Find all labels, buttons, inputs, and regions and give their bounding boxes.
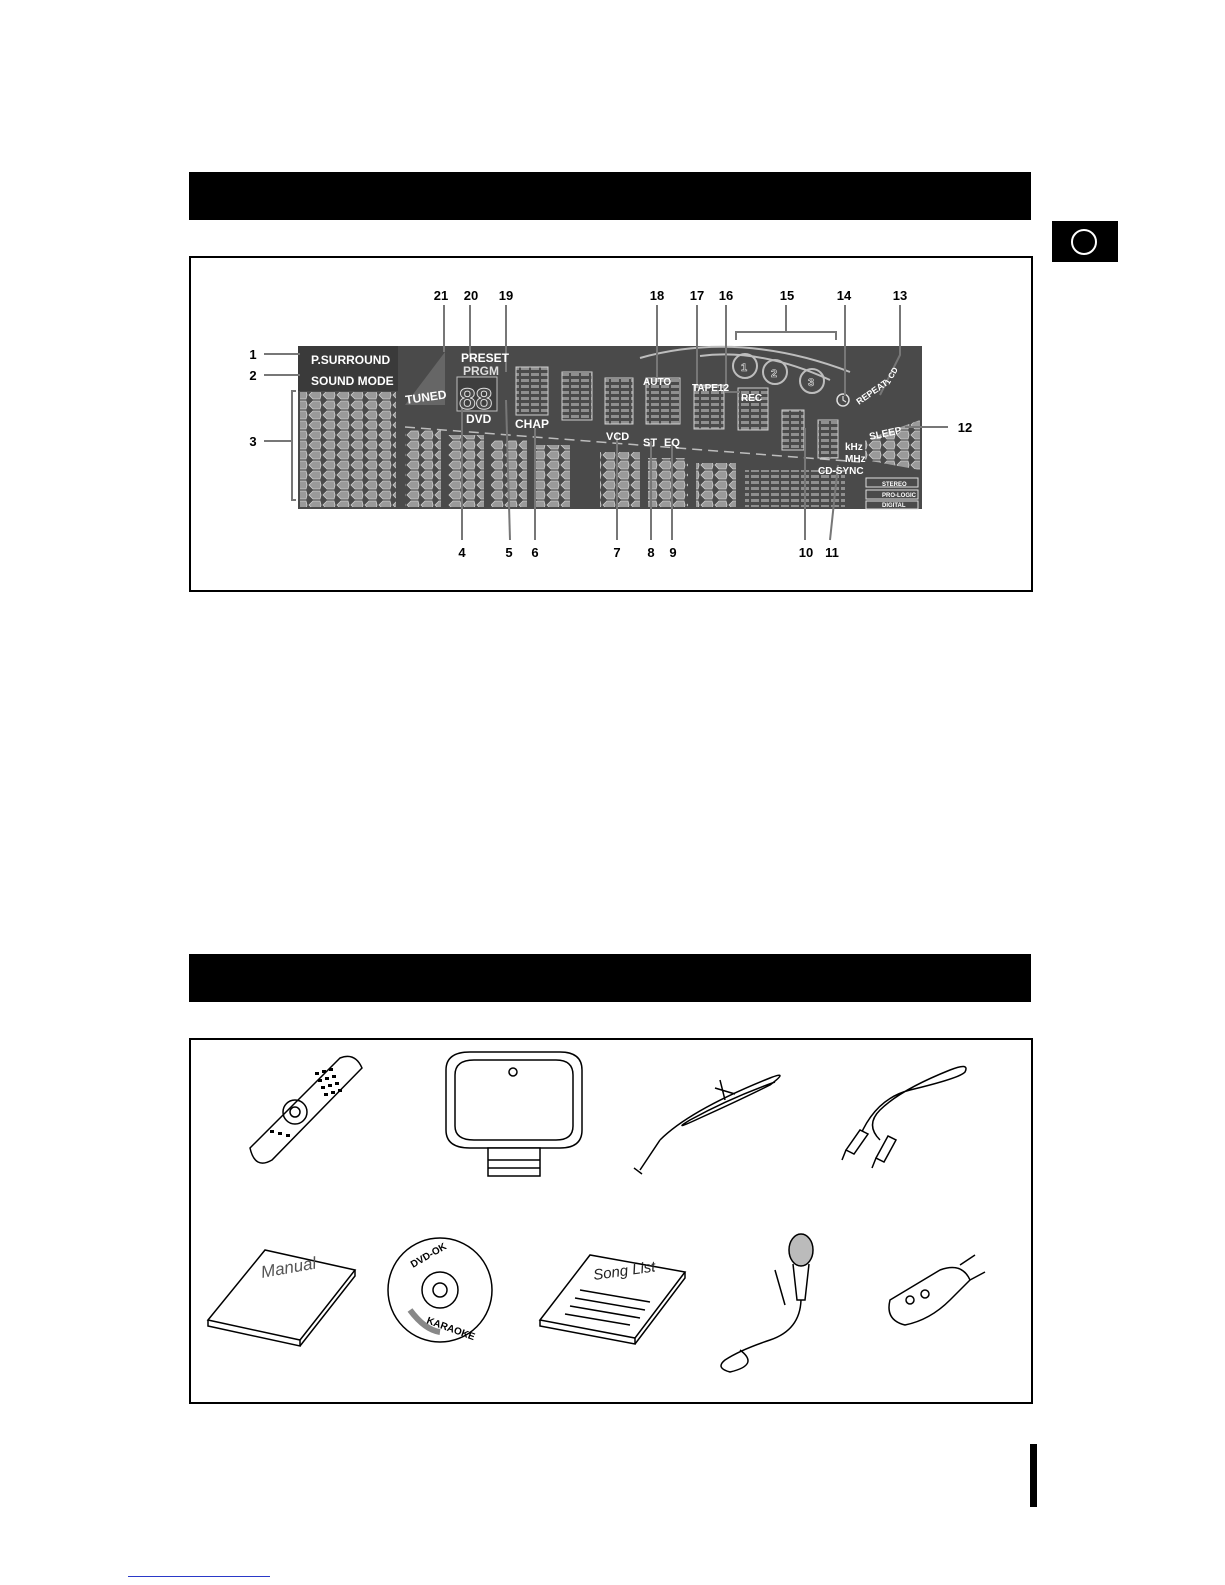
remote-control-icon: [250, 1056, 362, 1163]
rec-label: REC: [741, 393, 763, 404]
song-list-cover-text: Song List: [592, 1258, 657, 1284]
callout-number: 16: [718, 288, 734, 303]
microphone-icon: [721, 1234, 813, 1372]
digital-label: DIGITAL: [882, 503, 906, 509]
one-cd-label: 1 CD: [882, 365, 900, 386]
callout-number: 4: [458, 545, 466, 560]
callout-number: 11: [825, 545, 839, 560]
callout-number: 9: [669, 545, 677, 560]
disc-bottom-text: KARAOKE: [424, 1315, 477, 1344]
chap-label: CHAP: [515, 417, 550, 431]
page-thumb-mark: [1030, 1444, 1037, 1507]
p-surround-label: P.SURROUND: [311, 353, 391, 367]
callout-number: 3: [249, 434, 257, 449]
am-loop-antenna-icon: [446, 1052, 582, 1176]
preset-label: PRESET: [461, 351, 510, 365]
repeat-label: REPEAT: [854, 377, 890, 407]
mhz-label: MHz: [845, 454, 866, 465]
callout-number: 17: [689, 288, 705, 303]
pro-logic-label: PRO-LOGIC: [882, 493, 916, 499]
footer-rule: [128, 1576, 270, 1577]
khz-label: kHz: [845, 442, 863, 453]
callout-number: 20: [463, 288, 479, 303]
callout-number: 5: [505, 545, 513, 560]
prgm-label: PRGM: [463, 364, 499, 378]
callout-number: 14: [836, 288, 852, 303]
callout-number: 15: [779, 288, 795, 303]
av-cable-icon: [842, 1066, 966, 1168]
callout-number: 18: [649, 288, 665, 303]
disc-number: 1: [741, 362, 748, 374]
callout-number: 13: [892, 288, 908, 303]
vcd-label: VCD: [606, 431, 630, 443]
stereo-label: STEREO: [882, 482, 907, 488]
disc-top-text: DVD-OK: [409, 1241, 449, 1271]
auto-label: AUTO: [643, 377, 672, 388]
seven-segment-digits: 88: [459, 383, 493, 416]
plug-adapter-icon: [889, 1255, 985, 1325]
callout-number: 2: [249, 368, 257, 383]
dvd-label: DVD: [466, 412, 492, 426]
fm-antenna-icon: [634, 1075, 780, 1174]
cd-sync-label: CD-SYNC: [818, 466, 864, 477]
callout-number: 1: [249, 347, 257, 362]
st-label: ST: [643, 437, 658, 449]
manual-cover-text: Manual: [259, 1253, 318, 1282]
callout-number: 21: [433, 288, 449, 303]
sound-mode-label: SOUND MODE: [311, 374, 394, 388]
callout-number: 7: [613, 545, 621, 560]
callout-number: 19: [498, 288, 514, 303]
callout-number: 8: [647, 545, 655, 560]
sleep-label: SLEEP: [868, 425, 903, 443]
callout-number: 10: [798, 545, 814, 560]
callout-number: 12: [957, 420, 973, 435]
disc-number: 3: [808, 377, 815, 389]
tuned-label: TUNED: [404, 387, 448, 407]
tape-label: TAPE12: [692, 383, 730, 394]
callout-number: 6: [531, 545, 539, 560]
disc-number: 2: [771, 368, 778, 380]
eq-label: EQ: [664, 437, 680, 449]
